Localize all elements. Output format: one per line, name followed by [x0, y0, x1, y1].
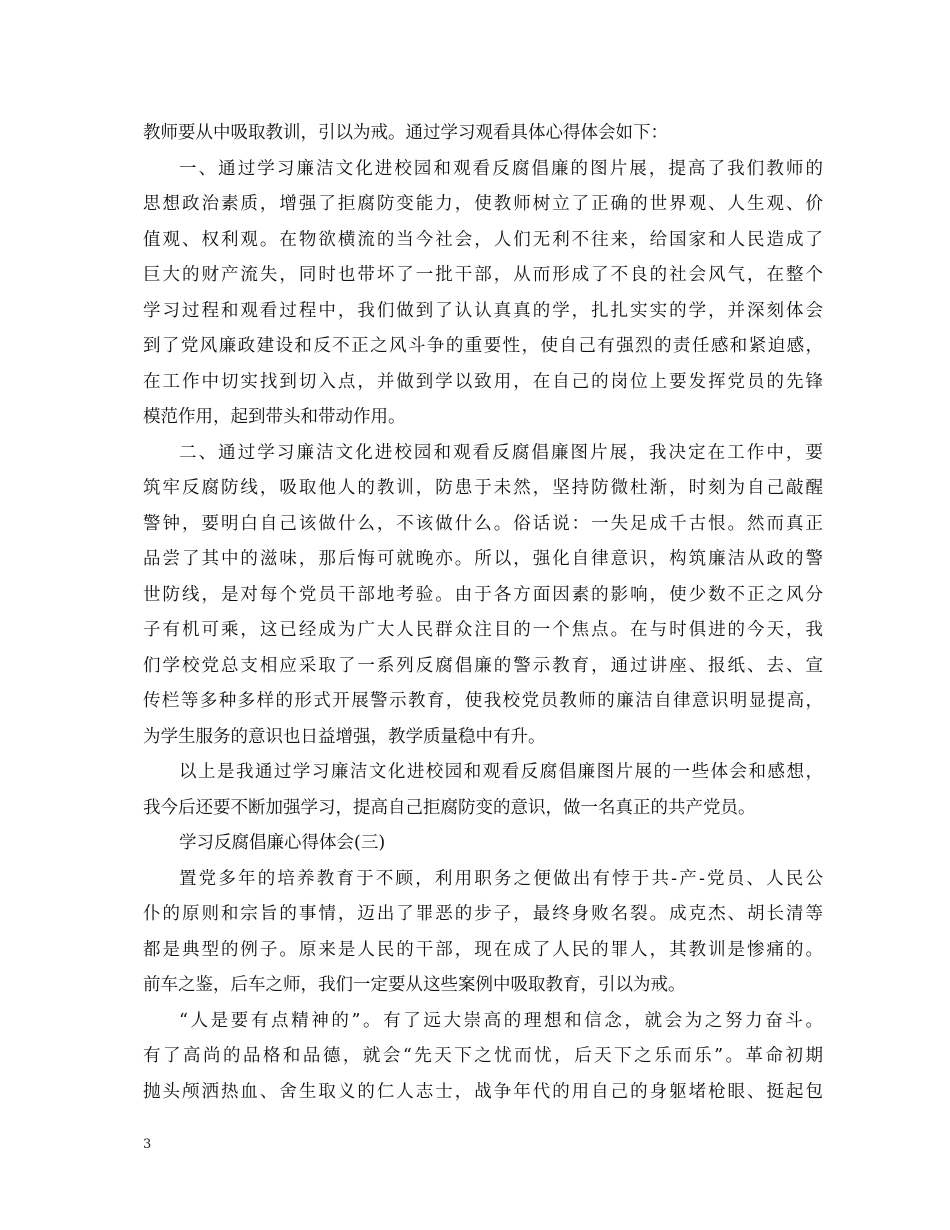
text-line: 学习过程和观看过程中，我们做到了认认真真的学，扎扎实实的学，并深刻体会 — [143, 300, 823, 321]
paragraph-2-first-line: 二、通过学习廉洁文化进校园和观看反腐倡廉图片展，我决定在工作中，要 — [179, 442, 823, 463]
text-line: 品尝了其中的滋味，那后悔可就晚亦。所以，强化自律意识，构筑廉洁从政的警 — [143, 549, 823, 569]
text-line: 巨大的财产流失，同时也带坏了一批干部，从而形成了不良的社会风气，在整个 — [143, 265, 823, 285]
text-line: 教师要从中吸取教训，引以为戒。通过学习观看具体心得体会如下： — [143, 123, 668, 143]
text-line: 筑牢反腐防线，吸取他人的教训，防患于未然，坚持防微杜渐，时刻为自己敲醒 — [143, 478, 823, 498]
text-line: 为学生服务的意识也日益增强，教学质量稳中有升。 — [143, 726, 546, 747]
paragraph-3-first-line: 以上是我通过学习廉洁文化进校园和观看反腐倡廉图片展的一些体会和感想， — [179, 762, 823, 782]
text-line: 警钟，要明白自己该做什么，不该做什么。俗话说：一失足成千古恨。然而真正 — [143, 513, 823, 534]
section-heading: 学习反腐倡廉心得体会(三) — [179, 833, 386, 853]
text-line: 我今后还要不断加强学习，提高自己拒腐防变的意识，做一名真正的共产党员。 — [143, 797, 756, 818]
paragraph-4-first-line: 置党多年的培养教育于不顾，利用职务之便做出有悖于共-产-党员、人民公 — [179, 868, 823, 889]
text-line: 世防线，是对每个党员干部地考验。由于各方面因素的影响，使少数不正之风分 — [143, 584, 823, 605]
paragraph-1-first-line: 一、通过学习廉洁文化进校园和观看反腐倡廉的图片展，提高了我们教师的 — [179, 158, 823, 179]
text-line: 模范作用，起到带头和带动作用。 — [143, 407, 406, 427]
paragraph-5-first-line: “人是要有点精神的”。有了远大崇高的理想和信念，就会为之努力奋斗。 — [179, 1010, 823, 1031]
text-line: 有了高尚的品格和品德，就会“先天下之忧而忧，后天下之乐而乐”。革命初期 — [143, 1046, 823, 1066]
text-line: 都是典型的例子。原来是人民的干部，现在成了人民的罪人，其教训是惨痛的。 — [143, 939, 823, 960]
text-line: 思想政治素质，增强了拒腐防变能力，使教师树立了正确的世界观、人生观、价 — [143, 194, 823, 214]
text-line: 到了党风廉政建设和反不正之风斗争的重要性，使自己有强烈的责任感和紧迫感， — [143, 336, 823, 356]
text-line: 前车之鉴，后车之师，我们一定要从这些案例中吸取教育，引以为戒。 — [143, 975, 686, 995]
text-line: 仆的原则和宗旨的事情，迈出了罪恶的步子，最终身败名裂。成克杰、胡长清等 — [143, 904, 823, 924]
text-line: 在工作中切实找到切入点，并做到学以致用，在自己的岗位上要发挥党员的先锋 — [143, 371, 823, 392]
text-line: 子有机可乘，这已经成为广大人民群众注目的一个焦点。在与时俱进的今天，我 — [143, 620, 823, 640]
text-line: 传栏等多种多样的形式开展警示教育，使我校党员教师的廉洁自律意识明显提高， — [143, 691, 823, 711]
text-line: 们学校党总支相应采取了一系列反腐倡廉的警示教育，通过讲座、报纸、去、宣 — [143, 655, 823, 676]
text-line: 抛头颅洒热血、舍生取义的仁人志士，战争年代的用自己的身躯堵枪眼、挺起包 — [143, 1081, 823, 1102]
text-line: 值观、权利观。在物欲横流的当今社会，人们无利不往来，给国家和人民造成了 — [143, 229, 823, 250]
page-number: 3 — [143, 1137, 152, 1152]
body-text — [143, 116, 823, 1110]
